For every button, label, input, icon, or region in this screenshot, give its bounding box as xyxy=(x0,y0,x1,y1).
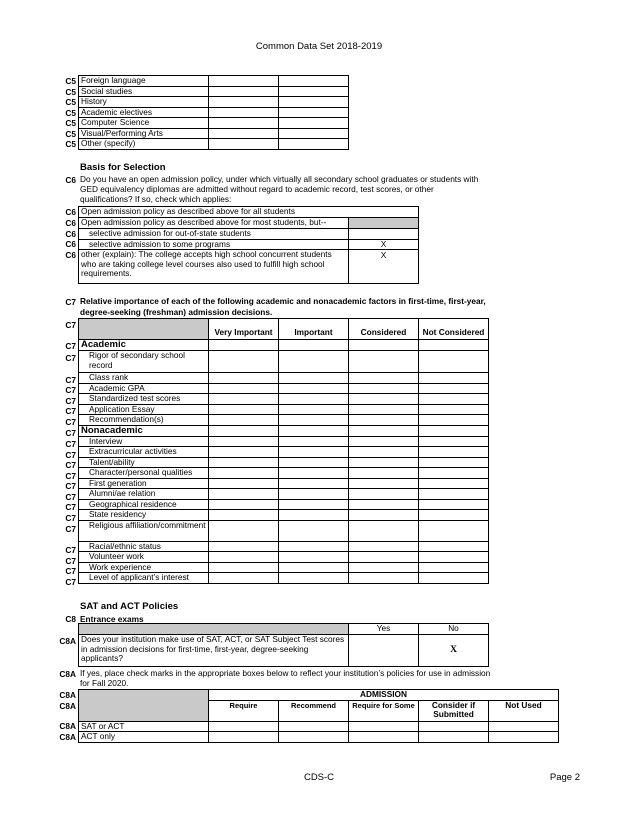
rating-cell[interactable] xyxy=(209,457,279,468)
table-row xyxy=(79,447,489,458)
row-code: C7 xyxy=(65,395,76,406)
c8a-table xyxy=(78,623,489,667)
table-row xyxy=(79,510,489,521)
option-label: selective admission for out-of-state students xyxy=(79,229,349,240)
row-code: C7 xyxy=(65,512,76,523)
table-row xyxy=(79,118,349,129)
c5-table xyxy=(78,75,349,150)
rating-cell[interactable] xyxy=(349,510,419,521)
rating-cell[interactable] xyxy=(349,478,419,489)
no-cell[interactable]: X xyxy=(419,635,489,667)
row-code: C7 xyxy=(65,353,76,363)
rating-cell[interactable] xyxy=(209,541,279,552)
policy-cell[interactable] xyxy=(419,732,489,743)
factor-label: Application Essay xyxy=(79,404,209,415)
rating-cell[interactable] xyxy=(349,373,419,384)
check-cell[interactable]: X xyxy=(349,250,419,284)
section-title-sat-act: SAT and ACT Policies xyxy=(80,601,179,612)
rating-cell[interactable] xyxy=(209,415,279,426)
rating-cell[interactable] xyxy=(279,436,349,447)
rating-cell[interactable] xyxy=(279,499,349,510)
rating-cell[interactable] xyxy=(209,468,279,479)
c8a-note: If yes, place check marks in the appropriate boxes below to reflect your institution’s policies for use in admission for Fall 2020. xyxy=(80,668,491,688)
row-code: C8A xyxy=(59,636,76,646)
rating-cell[interactable] xyxy=(279,383,349,394)
table-row xyxy=(79,635,489,667)
subject-label: Visual/Performing Arts xyxy=(79,128,209,139)
rating-cell[interactable] xyxy=(419,404,489,415)
test-label: SAT or ACT xyxy=(79,721,209,732)
subject-label: Social studies xyxy=(79,86,209,97)
rating-cell[interactable] xyxy=(279,562,349,573)
factor-label: Character/personal qualities xyxy=(79,468,209,479)
c7-table xyxy=(78,318,489,584)
rating-cell[interactable] xyxy=(209,552,279,563)
blank-cell xyxy=(419,425,489,436)
rating-cell[interactable] xyxy=(419,351,489,373)
units-required-cell[interactable] xyxy=(209,118,279,129)
row-code: C6 xyxy=(65,175,76,185)
table-row xyxy=(79,721,559,732)
table-row xyxy=(79,478,489,489)
rating-cell[interactable] xyxy=(349,415,419,426)
rating-cell[interactable] xyxy=(209,383,279,394)
blank-cell xyxy=(349,340,419,351)
row-code: C5 xyxy=(65,139,76,149)
row-code: C8A xyxy=(59,701,76,711)
blank-cell xyxy=(419,340,489,351)
yes-cell[interactable] xyxy=(349,635,419,667)
table-row xyxy=(79,489,489,500)
factor-label: Racial/ethnic status xyxy=(79,541,209,552)
table-header-row xyxy=(79,690,559,701)
factor-label: Volunteer work xyxy=(79,552,209,563)
rating-cell[interactable] xyxy=(279,478,349,489)
row-code: C7 xyxy=(65,428,76,438)
rating-cell[interactable] xyxy=(349,351,419,373)
row-code: C5 xyxy=(65,97,76,107)
rating-cell[interactable] xyxy=(209,510,279,521)
rating-cell[interactable] xyxy=(419,457,489,468)
table-row xyxy=(79,541,489,552)
table-header-row xyxy=(79,319,489,340)
rating-cell[interactable] xyxy=(279,520,349,541)
blank-cell xyxy=(279,340,349,351)
c8-label: Entrance exams xyxy=(80,614,144,624)
factor-label: State residency xyxy=(79,510,209,521)
units-required-cell[interactable] xyxy=(209,76,279,87)
units-recommended-cell[interactable] xyxy=(279,118,349,129)
row-code: C7 xyxy=(65,524,76,534)
table-row xyxy=(79,499,489,510)
table-row xyxy=(79,573,489,584)
rating-cell[interactable] xyxy=(349,468,419,479)
table-row xyxy=(79,383,489,394)
rating-cell[interactable] xyxy=(349,520,419,541)
row-code: C7 xyxy=(65,481,76,491)
rating-cell[interactable] xyxy=(419,436,489,447)
factor-label: Academic GPA xyxy=(79,383,209,394)
rating-cell[interactable] xyxy=(279,457,349,468)
subject-label: Foreign language xyxy=(79,76,209,87)
row-code: C7 xyxy=(65,491,76,502)
factor-label: Extracurricular activities xyxy=(79,447,209,458)
table-row xyxy=(79,732,559,743)
table-row xyxy=(79,218,419,229)
column-header-important: Important xyxy=(279,319,349,340)
c8a-admission-table xyxy=(78,689,559,743)
rating-cell[interactable] xyxy=(209,520,279,541)
policy-cell[interactable] xyxy=(349,732,419,743)
policy-cell[interactable] xyxy=(349,721,419,732)
rating-cell[interactable] xyxy=(279,541,349,552)
row-code: C5 xyxy=(65,128,76,139)
rating-cell[interactable] xyxy=(419,499,489,510)
rating-cell[interactable] xyxy=(349,457,419,468)
group-label-academic: Academic xyxy=(79,340,209,351)
row-code: C7 xyxy=(65,297,76,307)
units-recommended-cell[interactable] xyxy=(279,76,349,87)
row-code: C6 xyxy=(65,228,76,239)
factor-label: Class rank xyxy=(79,373,209,384)
rating-cell[interactable] xyxy=(279,489,349,500)
row-code: C8A xyxy=(59,721,76,731)
subject-label: Academic electives xyxy=(79,107,209,118)
units-recommended-cell[interactable] xyxy=(279,128,349,139)
group-label-nonacademic: Nonacademic xyxy=(79,425,209,436)
table-row xyxy=(79,76,349,87)
rating-cell[interactable] xyxy=(349,573,419,584)
rating-cell[interactable] xyxy=(209,436,279,447)
rating-cell[interactable] xyxy=(349,541,419,552)
factor-label: Work experience xyxy=(79,562,209,573)
row-code: C8A xyxy=(59,669,76,679)
rating-cell[interactable] xyxy=(209,394,279,405)
column-header-considered: Considered xyxy=(349,319,419,340)
row-code: C7 xyxy=(65,416,76,427)
c8a-question: Does your institution make use of SAT, ACT, or SAT Subject Test scores in admission decisions for first-time, first-year, degree-seeking applicants? xyxy=(79,635,349,667)
policy-cell[interactable] xyxy=(419,721,489,732)
admission-header: ADMISSION xyxy=(209,690,559,701)
rating-cell[interactable] xyxy=(349,552,419,563)
table-row xyxy=(79,394,489,405)
rating-cell[interactable] xyxy=(349,499,419,510)
footer-center: CDS-C xyxy=(303,772,335,783)
row-code: C7 xyxy=(65,385,76,395)
rating-cell[interactable] xyxy=(279,468,349,479)
rating-cell[interactable] xyxy=(419,541,489,552)
column-header-require-for-some: Require for Some xyxy=(349,700,419,721)
column-header-consider-if-submitted: Consider if Submitted xyxy=(419,700,489,721)
column-header-recommend: Recommend xyxy=(279,700,349,721)
rating-cell[interactable] xyxy=(209,489,279,500)
table-row xyxy=(79,128,349,139)
units-required-cell[interactable] xyxy=(209,97,279,108)
factor-label: Religious affiliation/commitment xyxy=(79,520,209,541)
header-blank-cell xyxy=(79,690,209,722)
factor-label: Interview xyxy=(79,436,209,447)
rating-cell[interactable] xyxy=(349,447,419,458)
rating-cell[interactable] xyxy=(349,489,419,500)
row-code: C7 xyxy=(65,576,76,587)
table-row xyxy=(79,86,349,97)
row-code: C5 xyxy=(65,107,76,118)
rating-cell[interactable] xyxy=(419,573,489,584)
table-row xyxy=(79,351,489,373)
row-code: C5 xyxy=(65,86,76,97)
rating-cell[interactable] xyxy=(419,383,489,394)
table-row xyxy=(79,107,349,118)
rating-cell[interactable] xyxy=(419,552,489,563)
option-label: other (explain): The college accepts high school concurrent students who are taking college level courses also used to fulfill high school requirements. xyxy=(79,250,349,284)
rating-cell[interactable] xyxy=(419,562,489,573)
rating-cell[interactable] xyxy=(419,510,489,521)
subject-label: Computer Science xyxy=(79,118,209,129)
table-row xyxy=(79,468,489,479)
factor-label: Standardized test scores xyxy=(79,394,209,405)
column-header-require: Require xyxy=(209,700,279,721)
units-recommended-cell[interactable] xyxy=(279,139,349,150)
rating-cell[interactable] xyxy=(209,478,279,489)
policy-cell[interactable] xyxy=(209,732,279,743)
column-header-not-considered: Not Considered xyxy=(419,319,489,340)
row-code: C7 xyxy=(65,439,76,449)
rating-cell[interactable] xyxy=(279,552,349,563)
rating-cell[interactable] xyxy=(279,510,349,521)
units-required-cell[interactable] xyxy=(209,86,279,97)
column-header-not-used: Not Used xyxy=(489,700,559,721)
option-label: selective admission to some programs xyxy=(79,239,349,250)
header-blank-cell xyxy=(79,624,349,635)
page-number: Page 2 xyxy=(549,772,580,783)
row-code: C6 xyxy=(65,239,76,249)
rating-cell[interactable] xyxy=(279,351,349,373)
rating-cell[interactable] xyxy=(209,351,279,373)
table-row xyxy=(79,207,419,218)
blank-cell xyxy=(209,340,279,351)
units-required-cell[interactable] xyxy=(209,139,279,150)
row-code: C7 xyxy=(65,470,76,481)
row-code: C7 xyxy=(65,545,76,555)
blank-cell xyxy=(349,425,419,436)
factor-label: Alumni/ae relation xyxy=(79,489,209,500)
factor-label: First generation xyxy=(79,478,209,489)
rating-cell[interactable] xyxy=(349,562,419,573)
rating-cell[interactable] xyxy=(419,394,489,405)
policy-cell[interactable] xyxy=(209,721,279,732)
factor-label: Rigor of secondary school record xyxy=(79,351,209,373)
rating-cell[interactable] xyxy=(209,573,279,584)
row-code: C8A xyxy=(59,731,76,742)
row-code: C7 xyxy=(65,341,76,351)
units-recommended-cell[interactable] xyxy=(279,97,349,108)
policy-cell[interactable] xyxy=(489,721,559,732)
row-code: C7 xyxy=(65,320,76,330)
subject-label: Other (specify) xyxy=(79,139,209,150)
policy-cell[interactable] xyxy=(279,732,349,743)
table-header-row xyxy=(79,624,489,635)
group-header-row xyxy=(79,340,489,351)
factor-label: Level of applicant’s interest xyxy=(79,573,209,584)
option-label: Open admission policy as described above for most students, but-- xyxy=(79,218,349,229)
table-row xyxy=(79,404,489,415)
option-label: Open admission policy as described above for all students xyxy=(79,207,419,218)
header-blank-cell xyxy=(79,319,209,340)
table-row xyxy=(79,229,419,240)
table-row xyxy=(79,373,489,384)
units-recommended-cell[interactable] xyxy=(279,107,349,118)
table-row xyxy=(79,139,349,150)
rating-cell[interactable] xyxy=(419,489,489,500)
row-code: C7 xyxy=(65,566,76,576)
rating-cell[interactable] xyxy=(419,478,489,489)
rating-cell[interactable] xyxy=(279,447,349,458)
factor-label: Recommendation(s) xyxy=(79,415,209,426)
rating-cell[interactable] xyxy=(419,415,489,426)
rating-cell[interactable] xyxy=(279,415,349,426)
row-code: C8A xyxy=(59,690,76,700)
rating-cell[interactable] xyxy=(349,394,419,405)
factor-label: Talent/ability xyxy=(79,457,209,468)
section-title-basis: Basis for Selection xyxy=(80,162,166,173)
rating-cell[interactable] xyxy=(349,383,419,394)
rating-cell[interactable] xyxy=(419,468,489,479)
table-row xyxy=(79,239,419,250)
table-row xyxy=(79,250,419,284)
shaded-cell xyxy=(349,218,419,229)
units-required-cell[interactable] xyxy=(209,128,279,139)
rating-cell[interactable] xyxy=(419,520,489,541)
policy-cell[interactable] xyxy=(279,721,349,732)
rating-cell[interactable] xyxy=(209,562,279,573)
check-cell[interactable]: X xyxy=(349,239,419,250)
row-code: C5 xyxy=(65,76,76,86)
factor-label: Geographical residence xyxy=(79,499,209,510)
subject-label: History xyxy=(79,97,209,108)
rating-cell[interactable] xyxy=(279,373,349,384)
rating-cell[interactable] xyxy=(419,373,489,384)
row-code: C8 xyxy=(65,614,76,624)
check-cell[interactable] xyxy=(349,229,419,240)
units-required-cell[interactable] xyxy=(209,107,279,118)
row-code: C7 xyxy=(65,406,76,416)
rating-cell[interactable] xyxy=(279,573,349,584)
rating-cell[interactable] xyxy=(279,394,349,405)
c6-table xyxy=(78,206,419,284)
page-header: Common Data Set 2018-2019 xyxy=(255,41,383,52)
table-row xyxy=(79,415,489,426)
row-code: C6 xyxy=(65,250,76,260)
row-code: C6 xyxy=(65,207,76,217)
table-row xyxy=(79,562,489,573)
blank-cell xyxy=(209,425,279,436)
table-row xyxy=(79,520,489,541)
table-row xyxy=(79,97,349,108)
row-code: C6 xyxy=(65,218,76,228)
row-code: C7 xyxy=(65,460,76,470)
rating-cell[interactable] xyxy=(279,404,349,415)
table-row xyxy=(79,457,489,468)
rating-cell[interactable] xyxy=(209,373,279,384)
column-header-no: No xyxy=(419,624,489,635)
units-recommended-cell[interactable] xyxy=(279,86,349,97)
blank-cell xyxy=(279,425,349,436)
rating-cell[interactable] xyxy=(209,499,279,510)
group-header-row xyxy=(79,425,489,436)
rating-cell[interactable] xyxy=(209,404,279,415)
policy-cell[interactable] xyxy=(489,732,559,743)
test-label: ACT only xyxy=(79,732,209,743)
row-code: C7 xyxy=(65,502,76,512)
column-header-very-important: Very Important xyxy=(209,319,279,340)
table-row xyxy=(79,436,489,447)
rating-cell[interactable] xyxy=(349,404,419,415)
row-code: C7 xyxy=(65,374,76,385)
row-code: C7 xyxy=(65,449,76,460)
c6-question: Do you have an open admission policy, under which virtually all secondary school graduates or students with GED equivalency diplomas are admitted without regard to academic record, test scores, or other qualifications? If so, check which applies: xyxy=(80,174,479,204)
row-code: C7 xyxy=(65,555,76,566)
table-row xyxy=(79,552,489,563)
row-code: C5 xyxy=(65,118,76,128)
rating-cell[interactable] xyxy=(209,447,279,458)
column-header-yes: Yes xyxy=(349,624,419,635)
c7-question: Relative importance of each of the following academic and nonacademic factors in first-time, first-year, degree-seeking (freshman) admission decisions. xyxy=(80,296,486,317)
rating-cell[interactable] xyxy=(349,436,419,447)
rating-cell[interactable] xyxy=(419,447,489,458)
